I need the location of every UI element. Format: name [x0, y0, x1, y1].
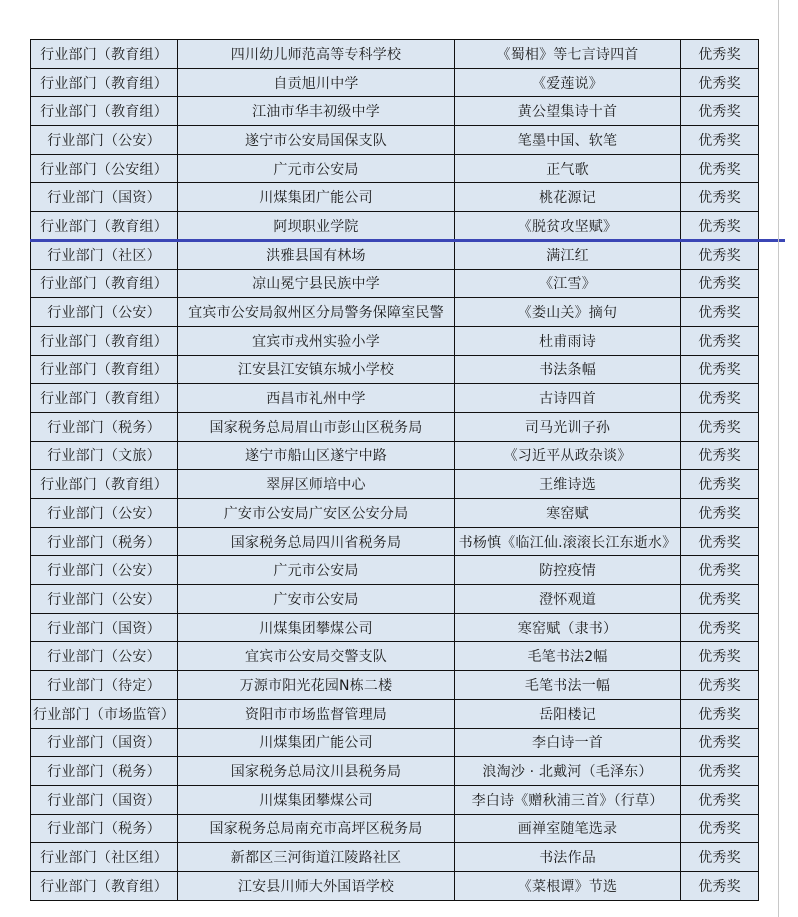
department-cell: 行业部门（公安）	[31, 126, 178, 155]
work-title-cell: 李白诗一首	[455, 728, 681, 757]
work-title-cell: 满江红	[455, 240, 681, 269]
department-cell: 行业部门（国资）	[31, 183, 178, 212]
award-cell: 优秀奖	[681, 871, 759, 900]
department-cell: 行业部门（教育组）	[31, 384, 178, 413]
table-row	[31, 412, 759, 441]
unit-cell: 洪雅县国有林场	[178, 240, 455, 269]
award-cell: 优秀奖	[681, 126, 759, 155]
work-title-cell: 古诗四首	[455, 384, 681, 413]
table-row	[31, 126, 759, 155]
unit-cell: 国家税务总局汶川县税务局	[178, 757, 455, 786]
unit-cell: 国家税务总局四川省税务局	[178, 527, 455, 556]
unit-cell: 江油市华丰初级中学	[178, 97, 455, 126]
award-cell: 优秀奖	[681, 470, 759, 499]
department-cell: 行业部门（教育组）	[31, 212, 178, 241]
department-cell: 行业部门（公安）	[31, 642, 178, 671]
department-cell: 行业部门（国资）	[31, 613, 178, 642]
table-row	[31, 843, 759, 872]
unit-cell: 遂宁市公安局国保支队	[178, 126, 455, 155]
work-title-cell: 澄怀观道	[455, 585, 681, 614]
award-cell: 优秀奖	[681, 97, 759, 126]
work-title-cell: 《脱贫攻坚赋》	[455, 212, 681, 241]
award-cell: 优秀奖	[681, 814, 759, 843]
unit-cell: 川煤集团广能公司	[178, 728, 455, 757]
unit-cell: 宜宾市公安局交警支队	[178, 642, 455, 671]
department-cell: 行业部门（教育组）	[31, 40, 178, 69]
table-row	[31, 613, 759, 642]
award-cell: 优秀奖	[681, 757, 759, 786]
table-row	[31, 154, 759, 183]
table-row	[31, 97, 759, 126]
department-cell: 行业部门（教育组）	[31, 326, 178, 355]
table-row	[31, 183, 759, 212]
table-row	[31, 470, 759, 499]
award-cell: 优秀奖	[681, 355, 759, 384]
award-cell: 优秀奖	[681, 642, 759, 671]
work-title-cell: 《菜根谭》节选	[455, 871, 681, 900]
unit-cell: 国家税务总局南充市高坪区税务局	[178, 814, 455, 843]
unit-cell: 江安县江安镇东城小学校	[178, 355, 455, 384]
department-cell: 行业部门（教育组）	[31, 269, 178, 298]
department-cell: 行业部门（公安）	[31, 556, 178, 585]
work-title-cell: 笔墨中国、软笔	[455, 126, 681, 155]
work-title-cell: 寒窑赋	[455, 499, 681, 528]
work-title-cell: 岳阳楼记	[455, 699, 681, 728]
unit-cell: 资阳市市场监督管理局	[178, 699, 455, 728]
table-row	[31, 441, 759, 470]
department-cell: 行业部门（教育组）	[31, 68, 178, 97]
department-cell: 行业部门（教育组）	[31, 470, 178, 499]
table-row	[31, 499, 759, 528]
table-row	[31, 298, 759, 327]
unit-cell: 川煤集团广能公司	[178, 183, 455, 212]
work-title-cell: 画禅室随笔选录	[455, 814, 681, 843]
award-cell: 优秀奖	[681, 527, 759, 556]
unit-cell: 江安县川师大外国语学校	[178, 871, 455, 900]
work-title-cell: 防控疫情	[455, 556, 681, 585]
work-title-cell: 《江雪》	[455, 269, 681, 298]
award-cell: 优秀奖	[681, 40, 759, 69]
award-cell: 优秀奖	[681, 154, 759, 183]
table-row	[31, 757, 759, 786]
department-cell: 行业部门（社区组）	[31, 843, 178, 872]
work-title-cell: 桃花源记	[455, 183, 681, 212]
award-cell: 优秀奖	[681, 298, 759, 327]
table-row	[31, 556, 759, 585]
award-cell: 优秀奖	[681, 326, 759, 355]
table-row	[31, 871, 759, 900]
work-title-cell: 王维诗选	[455, 470, 681, 499]
work-title-cell: 书法条幅	[455, 355, 681, 384]
table-row	[31, 642, 759, 671]
unit-cell: 国家税务总局眉山市彭山区税务局	[178, 412, 455, 441]
department-cell: 行业部门（待定）	[31, 671, 178, 700]
department-cell: 行业部门（税务）	[31, 412, 178, 441]
unit-cell: 宜宾市戎州实验小学	[178, 326, 455, 355]
table-row	[31, 40, 759, 69]
award-cell: 优秀奖	[681, 412, 759, 441]
work-title-cell: 《蜀相》等七言诗四首	[455, 40, 681, 69]
work-title-cell: 浪淘沙 · 北戴河（毛泽东）	[455, 757, 681, 786]
award-cell: 优秀奖	[681, 441, 759, 470]
department-cell: 行业部门（公安）	[31, 499, 178, 528]
work-title-cell: 毛笔书法一幅	[455, 671, 681, 700]
table-row	[31, 68, 759, 97]
unit-cell: 翠屏区师培中心	[178, 470, 455, 499]
work-title-cell: 《娄山关》摘句	[455, 298, 681, 327]
award-cell: 优秀奖	[681, 384, 759, 413]
table-row	[31, 326, 759, 355]
award-cell: 优秀奖	[681, 240, 759, 269]
work-title-cell: 杜甫雨诗	[455, 326, 681, 355]
table-row	[31, 355, 759, 384]
row-insertion-marker	[30, 239, 785, 242]
award-cell: 优秀奖	[681, 613, 759, 642]
department-cell: 行业部门（税务）	[31, 757, 178, 786]
table-row	[31, 269, 759, 298]
table-row	[31, 671, 759, 700]
unit-cell: 凉山冕宁县民族中学	[178, 269, 455, 298]
unit-cell: 西昌市礼州中学	[178, 384, 455, 413]
department-cell: 行业部门（国资）	[31, 728, 178, 757]
award-cell: 优秀奖	[681, 785, 759, 814]
work-title-cell: 司马光训子孙	[455, 412, 681, 441]
award-cell: 优秀奖	[681, 556, 759, 585]
table-row	[31, 240, 759, 269]
award-cell: 优秀奖	[681, 699, 759, 728]
vertical-page-border	[778, 0, 779, 917]
work-title-cell: 毛笔书法2幅	[455, 642, 681, 671]
table-row	[31, 699, 759, 728]
table-row	[31, 785, 759, 814]
department-cell: 行业部门（社区）	[31, 240, 178, 269]
award-cell: 优秀奖	[681, 671, 759, 700]
unit-cell: 新都区三河街道江陵路社区	[178, 843, 455, 872]
table-row	[31, 728, 759, 757]
unit-cell: 川煤集团攀煤公司	[178, 613, 455, 642]
work-title-cell: 书法作品	[455, 843, 681, 872]
table-row	[31, 527, 759, 556]
table-row	[31, 814, 759, 843]
unit-cell: 广安市公安局	[178, 585, 455, 614]
work-title-cell: 《爱莲说》	[455, 68, 681, 97]
department-cell: 行业部门（市场监管）	[31, 699, 178, 728]
unit-cell: 阿坝职业学院	[178, 212, 455, 241]
department-cell: 行业部门（税务）	[31, 527, 178, 556]
department-cell: 行业部门（教育组）	[31, 871, 178, 900]
department-cell: 行业部门（教育组）	[31, 355, 178, 384]
award-cell: 优秀奖	[681, 728, 759, 757]
award-cell: 优秀奖	[681, 183, 759, 212]
table-row	[31, 212, 759, 241]
work-title-cell: 寒窑赋（隶书）	[455, 613, 681, 642]
unit-cell: 广元市公安局	[178, 154, 455, 183]
award-cell: 优秀奖	[681, 212, 759, 241]
department-cell: 行业部门（国资）	[31, 785, 178, 814]
unit-cell: 宜宾市公安局叙州区分局警务保障室民警	[178, 298, 455, 327]
unit-cell: 万源市阳光花园N栋二楼	[178, 671, 455, 700]
awards-table-body	[31, 40, 759, 901]
department-cell: 行业部门（文旅）	[31, 441, 178, 470]
unit-cell: 四川幼儿师范高等专科学校	[178, 40, 455, 69]
awards-table	[30, 39, 759, 901]
department-cell: 行业部门（公安）	[31, 298, 178, 327]
unit-cell: 川煤集团攀煤公司	[178, 785, 455, 814]
table-row	[31, 585, 759, 614]
award-cell: 优秀奖	[681, 269, 759, 298]
unit-cell: 遂宁市船山区遂宁中路	[178, 441, 455, 470]
award-cell: 优秀奖	[681, 68, 759, 97]
unit-cell: 自贡旭川中学	[178, 68, 455, 97]
department-cell: 行业部门（公安）	[31, 585, 178, 614]
department-cell: 行业部门（税务）	[31, 814, 178, 843]
award-cell: 优秀奖	[681, 843, 759, 872]
department-cell: 行业部门（公安组）	[31, 154, 178, 183]
work-title-cell: 李白诗《赠秋浦三首》（行草）	[455, 785, 681, 814]
department-cell: 行业部门（教育组）	[31, 97, 178, 126]
unit-cell: 广安市公安局广安区公安分局	[178, 499, 455, 528]
award-cell: 优秀奖	[681, 585, 759, 614]
work-title-cell: 黄公望集诗十首	[455, 97, 681, 126]
award-cell: 优秀奖	[681, 499, 759, 528]
unit-cell: 广元市公安局	[178, 556, 455, 585]
table-row	[31, 384, 759, 413]
work-title-cell: 书杨慎《临江仙.滚滚长江东逝水》	[455, 527, 681, 556]
work-title-cell: 《习近平从政杂谈》	[455, 441, 681, 470]
work-title-cell: 正气歌	[455, 154, 681, 183]
